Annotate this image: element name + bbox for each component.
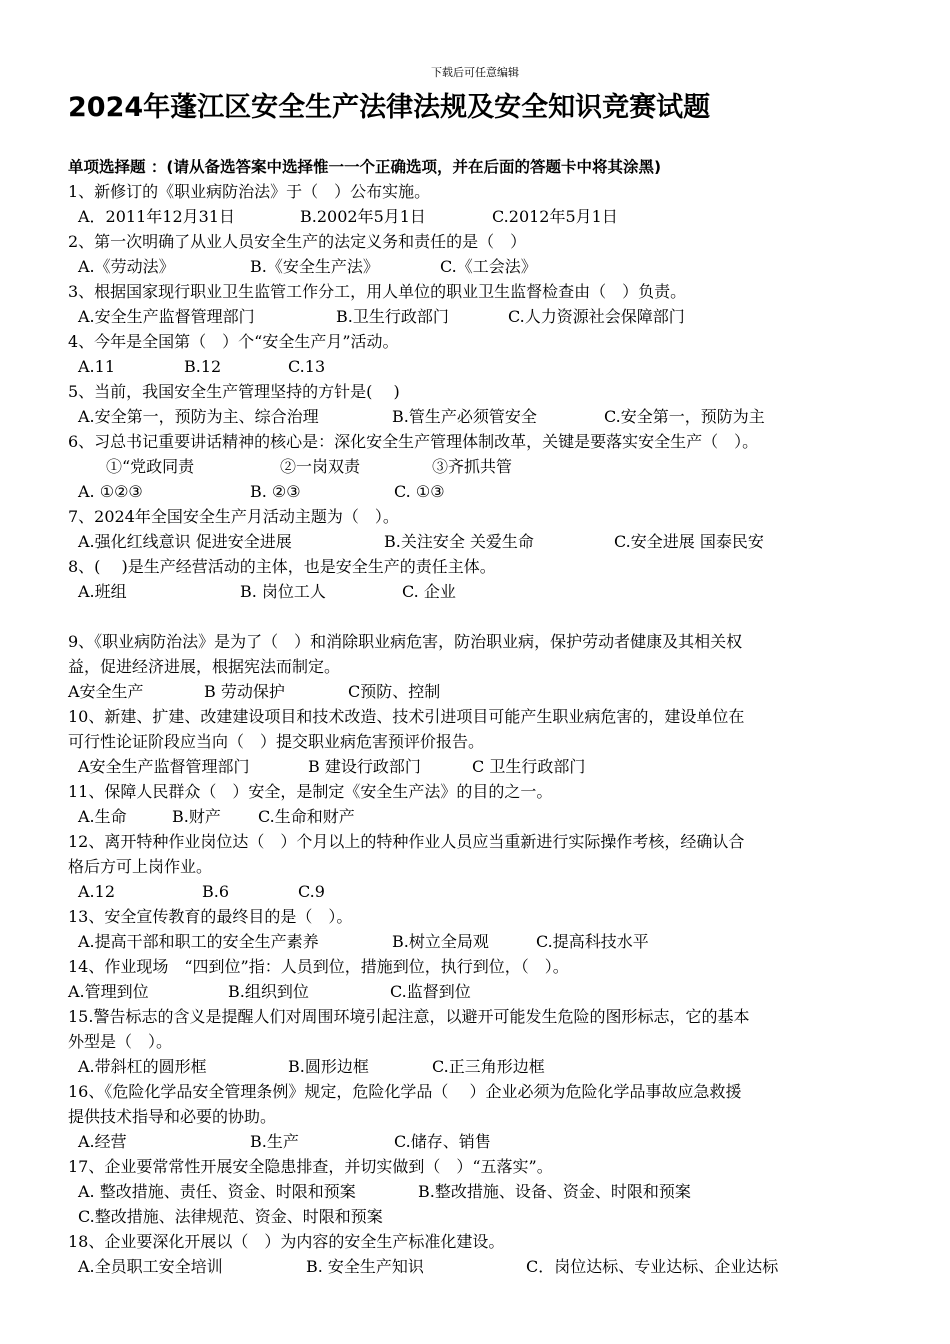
question-8-options	[68, 580, 938, 604]
question-17: 17、企业要常常性开展安全隐患排查，并切实做到（ ）“五落实”。	[68, 1157, 553, 1176]
option-a: A.生命	[78, 807, 127, 826]
question-17-options-row2	[68, 1205, 938, 1229]
question-13-options	[68, 930, 938, 954]
question-10-cont: 可行性论证阶段应当向（ ）提交职业病危害预评价报告。	[68, 732, 485, 751]
option-c: C.提高科技水平	[536, 932, 649, 951]
question-7-options	[68, 530, 938, 554]
option-b: B.圆形边框	[288, 1057, 369, 1076]
option-c: C. ①③	[394, 482, 445, 501]
question-6-sub-items	[68, 455, 950, 479]
option-c: C 卫生行政部门	[472, 757, 586, 776]
option-a: A.安全第一，预防为主、综合治理	[78, 407, 319, 426]
option-a: A. ①②③	[78, 482, 143, 501]
option-a: A.班组	[78, 582, 127, 601]
option-c: C.安全进展 国泰民安	[614, 532, 764, 551]
option-a: A.带斜杠的圆形框	[78, 1057, 207, 1076]
option-a: A.安全生产监督管理部门	[78, 307, 255, 326]
question-12: 12、离开特种作业岗位达（ ）个月以上的特种作业人员应当重新进行实际操作考核，经确认合	[68, 832, 745, 851]
option-a: A.管理到位	[68, 982, 149, 1001]
option-b: B.卫生行政部门	[336, 307, 449, 326]
question-10: 10、新建、扩建、改建建设项目和技术改造、技术引进项目可能产生职业病危害的，建设单位在	[68, 707, 745, 726]
question-18-options	[68, 1255, 938, 1279]
option-c: C.正三角形边框	[432, 1057, 545, 1076]
option-b: B.组织到位	[228, 982, 309, 1001]
option-a: A安全生产监督管理部门	[78, 757, 250, 776]
option-c: C. 企业	[402, 582, 456, 601]
question-4: 4、今年是全国第（ ）个“安全生产月”活动。	[68, 332, 399, 351]
question-8: 8、( )是生产经营活动的主体，也是安全生产的责任主体。	[68, 557, 496, 576]
question-7: 7、2024年全国安全生产月活动主题为（ ）。	[68, 507, 399, 526]
option-a: A安全生产	[68, 682, 144, 701]
option-a: A.全员职工安全培训	[78, 1257, 223, 1276]
question-3-options	[68, 305, 938, 329]
sub-item-1: ①“党政同责	[106, 457, 195, 476]
option-a: A.11	[78, 357, 115, 376]
option-a: A. 整改措施、责任、资金、时限和预案	[78, 1182, 356, 1201]
question-1-options	[68, 205, 938, 229]
question-4-options	[68, 355, 938, 379]
document-title: 2024年蓬江区安全生产法律法规及安全知识竞赛试题	[68, 92, 711, 123]
option-a: A.《劳动法》	[78, 257, 175, 276]
header-note: 下载后可任意编辑	[431, 66, 519, 79]
option-b: B.12	[184, 357, 222, 376]
option-c: C.《工会法》	[440, 257, 537, 276]
question-12-options	[68, 880, 938, 904]
option-c: C.人力资源社会保障部门	[508, 307, 685, 326]
option-b: B.生产	[250, 1132, 299, 1151]
question-17-options-row1	[68, 1180, 938, 1204]
question-16-options	[68, 1130, 938, 1154]
option-b: B. 岗位工人	[240, 582, 326, 601]
option-b: B.管生产必须管安全	[392, 407, 537, 426]
sub-item-3: ③齐抓共管	[432, 457, 513, 476]
question-2: 2、第一次明确了从业人员安全生产的法定义务和责任的是（ ）	[68, 232, 527, 251]
option-c: C.生命和财产	[258, 807, 355, 826]
question-16-cont: 提供技术指导和必要的协助。	[68, 1107, 277, 1126]
option-b: B.财产	[172, 807, 221, 826]
option-b: B.关注安全 关爱生命	[384, 532, 534, 551]
question-6: 6、习总书记重要讲话精神的核心是：深化安全生产管理体制改革，关键是要落实安全生产（ ）。	[68, 432, 759, 451]
question-9-options	[68, 680, 928, 704]
option-a: A.12	[78, 882, 115, 901]
option-c: C.安全第一，预防为主	[604, 407, 765, 426]
option-b: B. 安全生产知识	[306, 1257, 424, 1276]
option-a: A.强化红线意识 促进安全进展	[78, 532, 292, 551]
question-15-options	[68, 1055, 938, 1079]
option-a: A．2011年12月31日	[78, 207, 235, 226]
option-c: C.2012年5月1日	[492, 207, 618, 226]
option-a: A.提高干部和职工的安全生产素养	[78, 932, 319, 951]
question-13: 13、安全宣传教育的最终目的是（ ）。	[68, 907, 353, 926]
question-1: 1、新修订的《职业病防治法》于（ ）公布实施。	[68, 182, 431, 201]
option-c: C.整改措施、法律规范、资金、时限和预案	[78, 1207, 383, 1226]
question-9-cont: 益，促进经济进展，根据宪法而制定。	[68, 657, 341, 676]
option-b: B 劳动保护	[204, 682, 285, 701]
option-c: C．岗位达标、专业达标、企业达标	[526, 1257, 779, 1276]
question-5: 5、当前，我国安全生产管理坚持的方针是( )	[68, 382, 400, 401]
option-b: B 建设行政部门	[308, 757, 421, 776]
question-3: 3、根据国家现行职业卫生监管工作分工，用人单位的职业卫生监督检查由（ ）负责。	[68, 282, 687, 301]
sub-item-2: ②一岗双责	[280, 457, 361, 476]
option-c: C预防、控制	[348, 682, 441, 701]
question-14: 14、作业现场 “四到位”指：人员到位，措施到位，执行到位，（ ）。	[68, 957, 569, 976]
question-16: 16、《危险化学品安全管理条例》规定，危险化学品（ ）企业必须为危险化学品事故应急救援	[68, 1082, 742, 1101]
option-a: A.经营	[78, 1132, 127, 1151]
question-12-cont: 格后方可上岗作业。	[68, 857, 213, 876]
option-c: C.储存、销售	[394, 1132, 491, 1151]
option-b: B.2002年5月1日	[300, 207, 426, 226]
option-b: B.树立全局观	[392, 932, 489, 951]
question-10-options	[68, 755, 938, 779]
question-9: 9、《职业病防治法》是为了（ ）和消除职业病危害，防治职业病，保护劳动者健康及其相关权	[68, 632, 743, 651]
section-heading: 单项选择题 ：(请从备选答案中选择惟一一个正确选项，并在后面的答题卡中将其涂黑)	[68, 158, 662, 176]
question-15-cont: 外型是（ ）。	[68, 1032, 173, 1051]
option-b: B.《安全生产法》	[250, 257, 379, 276]
question-14-options	[68, 980, 928, 1004]
question-11: 11、保障人民群众（ ）安全，是制定《安全生产法》的目的之一。	[68, 782, 553, 801]
option-b: B.整改措施、设备、资金、时限和预案	[418, 1182, 691, 1201]
option-b: B.6	[202, 882, 230, 901]
question-5-options	[68, 405, 938, 429]
question-15: 15.警告标志的含义是提醒人们对周围环境引起注意，以避开可能发生危险的图形标志，它的基本	[68, 1007, 750, 1026]
option-c: C.13	[288, 357, 326, 376]
option-b: B. ②③	[250, 482, 301, 501]
question-6-options	[68, 480, 938, 504]
question-2-options	[68, 255, 938, 279]
question-11-options	[68, 805, 938, 829]
option-c: C.9	[298, 882, 325, 901]
question-18: 18、企业要深化开展以（ ）为内容的安全生产标准化建设。	[68, 1232, 505, 1251]
option-c: C.监督到位	[390, 982, 471, 1001]
